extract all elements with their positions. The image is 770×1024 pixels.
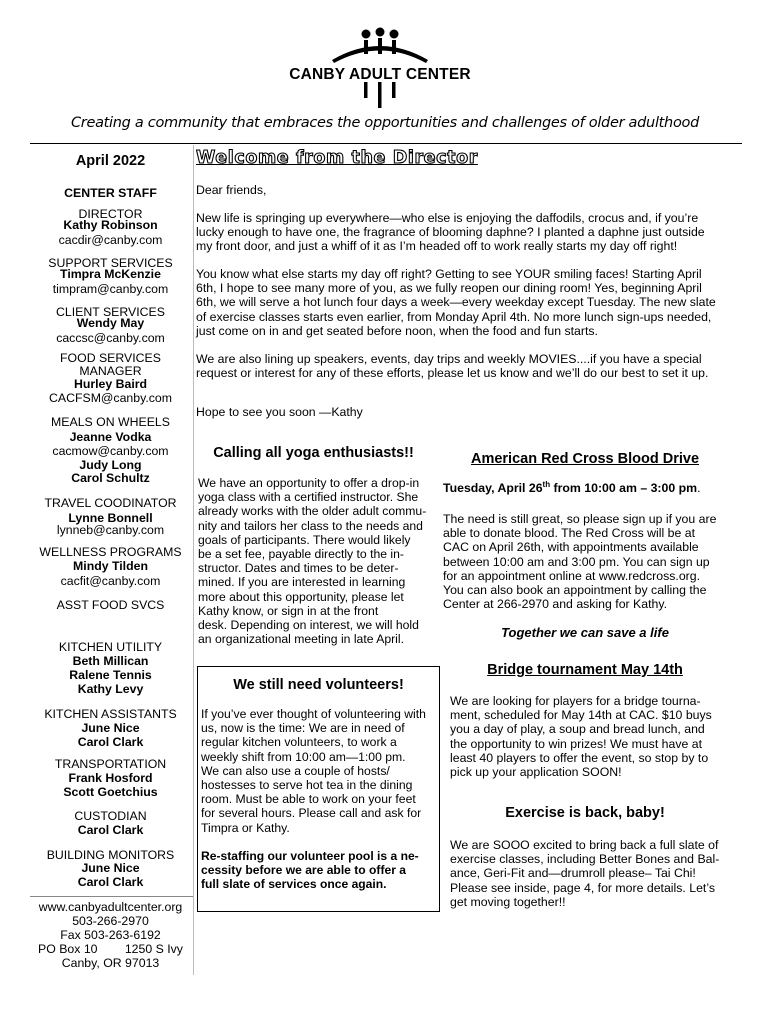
support-name: Timpra McKenzie	[60, 267, 161, 281]
blood-drive-title: American Red Cross Blood Drive	[470, 451, 700, 467]
monitors-name-1: June Nice	[81, 861, 140, 875]
client-title: CLIENT SERVICES	[56, 305, 165, 319]
text-line: least 40 players to offer the event, so stop by to	[450, 750, 709, 765]
text-line: The need is still great, so please sign up if you are	[443, 512, 717, 526]
sidebar-footer-divider	[30, 896, 193, 897]
bridge-body	[450, 694, 712, 779]
custodian-name: Carol Clark	[77, 823, 144, 837]
header-divider	[30, 143, 742, 144]
staff-sidebar	[28, 145, 193, 975]
text-line: 6th, we will serve a hot lunch four days a week—every weekday except Tuesday. The new slate	[196, 295, 716, 310]
text-line: regular kitchen volunteers, to work a	[201, 735, 397, 750]
support-title: SUPPORT SERVICES	[48, 256, 173, 270]
issue-date: April 2022	[75, 153, 146, 169]
volunteers-body	[201, 707, 426, 835]
transport-name-2: Scott Goetchius	[63, 785, 158, 799]
kitchen-title: KITCHEN UTILITY	[58, 640, 163, 654]
tagline: Creating a community that embraces the opportunities and challenges of older adulthood	[70, 115, 699, 131]
welcome-closing: Hope to see you soon —Kathy	[196, 405, 363, 419]
text-line: Timpra or Kathy.	[201, 820, 290, 835]
meals-name-1: Jeanne Vodka	[69, 430, 152, 444]
text-line: for an appointment online at www.redcross.org.	[443, 568, 701, 583]
blood-drive-date	[443, 481, 700, 495]
text-line: CAC on April 26th, with appointments available	[443, 540, 699, 555]
text-line: already works with the older adult commu-	[198, 504, 427, 519]
food-email[interactable]: CACFSM@canby.com	[49, 391, 172, 405]
text-line: structor. Dates and times to be deter-	[198, 561, 399, 576]
date-suffix: th	[542, 479, 551, 489]
meals-name-3: Carol Schultz	[71, 471, 150, 485]
welcome-title: Welcome from the Director	[196, 148, 478, 168]
text-line: Re-staffing our volunteer pool is a ne-	[201, 849, 419, 863]
text-line: 6th, I hope to see many more of you, as we fully reopen our dining room! Yes, beginning April	[196, 281, 702, 296]
text-line: room. Must be able to work on your feet	[201, 792, 416, 807]
text-line: between 10:00 am and 3:00 pm. You can sign up	[443, 554, 710, 569]
client-email[interactable]: caccsc@canby.com	[56, 331, 165, 345]
phone: 503-266-2970	[72, 914, 149, 928]
meals-title: MEALS ON WHEELS	[51, 415, 170, 429]
travel-name: Lynne Bonnell	[68, 511, 153, 525]
text-line: We are also lining up speakers, events, day trips and weekly MOVIES....if you have a special	[196, 352, 702, 366]
assistants-name-1: June Nice	[81, 721, 140, 735]
text-line: You can also book an appointment by calling the	[443, 583, 707, 598]
volunteers-note	[201, 849, 419, 892]
exercise-body	[450, 838, 719, 909]
blood-drive-tagline: Together we can save a life	[501, 625, 669, 640]
text-line: be a set fee, payable directly to the in-	[198, 547, 404, 562]
text-line: We can also use a couple of hosts/	[201, 763, 390, 778]
support-email[interactable]: timpram@canby.com	[52, 282, 169, 296]
text-line: ment, scheduled for May 14th at CAC. $10 buys	[450, 708, 712, 723]
text-line: mined. If you are interested in learning	[198, 575, 406, 590]
food-title: FOOD SERVICES	[60, 351, 161, 365]
travel-email[interactable]: lynneb@canby.com	[56, 523, 165, 537]
welcome-paragraph-1	[196, 211, 705, 254]
text-line: desk. Depending on interest, we will hold	[198, 618, 419, 633]
assistants-name-2: Carol Clark	[77, 735, 144, 749]
kitchen-name-1: Beth Millican	[72, 654, 149, 668]
wellness-title: WELLNESS PROGRAMS	[39, 545, 182, 559]
blood-drive-body	[443, 512, 716, 611]
kitchen-name-2: Ralene Tennis	[69, 668, 152, 682]
asst-food-title: ASST FOOD SVCS	[56, 598, 165, 612]
text-line: You know what else starts my day off right? Getting to see YOUR smiling faces! Starting April	[196, 267, 702, 281]
text-line: get moving together!!	[450, 894, 566, 909]
text-line: Please see inside, page 4, for more details. Let’s	[450, 880, 715, 895]
director-title: DIRECTOR	[78, 207, 143, 221]
monitors-title: BUILDING MONITORS	[46, 848, 175, 862]
director-name: Kathy Robinson	[63, 218, 158, 232]
date-period: .	[697, 481, 701, 495]
text-line: us, now is the time: We are in need of	[201, 721, 405, 736]
welcome-greeting: Dear friends,	[196, 183, 267, 197]
sidebar-divider	[193, 145, 194, 975]
travel-title: TRAVEL COODINATOR	[44, 496, 177, 510]
food-title-2: MANAGER	[79, 364, 142, 378]
text-line: goals of participants. There would likely	[198, 532, 411, 547]
custodian-title: CUSTODIAN	[74, 809, 147, 823]
text-line: able to donate blood. The Red Cross will be at	[443, 526, 696, 541]
text-line: Center at 266-2970 and asking for Kathy.	[443, 597, 667, 612]
text-line: lucky enough to have one, the fragrance of blooming daphne? I planted a daphne just outside	[196, 225, 705, 240]
text-line: for several hours. Please call and ask for	[201, 806, 422, 821]
text-line: full slate of services once again.	[201, 877, 387, 892]
org-name: CANBY ADULT CENTER	[289, 66, 471, 83]
exercise-title: Exercise is back, baby!	[505, 805, 665, 821]
assistants-title: KITCHEN ASSISTANTS	[44, 707, 177, 721]
text-line: We are looking for players for a bridge tourna-	[450, 694, 701, 708]
transport-title: TRANSPORTATION	[54, 757, 167, 771]
text-line: just come on in and get seated before noon, when the food and fun starts.	[196, 323, 598, 338]
time-text: from 10:00 am – 3:00 pm	[550, 481, 698, 495]
staff-heading: CENTER STAFF	[64, 186, 157, 200]
text-line: New life is springing up everywhere—who else is enjoying the daffodils, crocus and, if you’re	[196, 211, 699, 225]
welcome-paragraph-3	[196, 352, 708, 380]
fax: Fax 503-263-6192	[60, 928, 161, 942]
date-text: Tuesday, April 26	[443, 481, 543, 495]
text-line: of exercise classes starts even earlier, from Monday April 4th. No more lunch sign-ups needed,	[196, 309, 712, 324]
text-line: cessity before we are able to offer a	[201, 863, 407, 878]
client-name: Wendy May	[76, 316, 145, 330]
wellness-email[interactable]: cacfit@canby.com	[60, 574, 161, 588]
text-line: nity and tailors her class to the needs and	[198, 518, 423, 533]
welcome-paragraph-2	[196, 267, 716, 338]
volunteers-title: We still need volunteers!	[233, 677, 404, 693]
text-line: you a day of play, a soup and bread lunch, and	[450, 722, 705, 737]
text-line: weekly shift from 10:00 am—1:00 pm.	[201, 749, 406, 764]
wellness-name: Mindy Tilden	[73, 559, 148, 573]
text-line: an organizational meeting in late April.	[198, 632, 404, 647]
text-line: the opportunity to win prizes! We must have at	[450, 736, 702, 751]
yoga-title: Calling all yoga enthusiasts!!	[213, 445, 414, 461]
address: PO Box 10 1250 S Ivy	[38, 942, 183, 956]
meals-email[interactable]: cacmow@canby.com	[52, 444, 169, 458]
kitchen-name-3: Kathy Levy	[77, 682, 144, 696]
text-line: my front door, and just a whiff of it as I’m headed off to work really starts my day off right!	[196, 239, 678, 254]
food-name: Hurley Baird	[73, 377, 148, 391]
text-line: exercise classes, including Better Bones and Bal-	[450, 852, 720, 867]
yoga-body	[198, 476, 426, 646]
text-line: We are SOOO excited to bring back a full slate of	[450, 838, 719, 852]
monitors-name-2: Carol Clark	[77, 875, 144, 889]
transport-name-1: Frank Hosford	[68, 771, 153, 785]
text-line: ance, Geri-Fit and—drumroll please– Tai Chi!	[450, 866, 696, 881]
bridge-title: Bridge tournament May 14th	[487, 662, 683, 678]
text-line: request or interest for any of these efforts, please let us know and we’ll do our best to set it up.	[196, 366, 709, 381]
text-line: We have an opportunity to offer a drop-in	[198, 476, 420, 490]
website-link[interactable]: www.canbyadultcenter.org	[38, 900, 183, 914]
text-line: more about this opportunity, please let	[198, 589, 404, 604]
director-email[interactable]: cacdir@canby.com	[58, 233, 163, 247]
text-line: hostesses to serve hot tea in the dining	[201, 778, 413, 793]
text-line: If you’ve ever thought of volunteering with	[201, 707, 426, 721]
text-line: yoga class with a certified instructor. She	[198, 490, 419, 505]
text-line: pick up your application SOON!	[450, 765, 622, 780]
city: Canby, OR 97013	[61, 956, 160, 970]
meals-name-2: Judy Long	[79, 458, 142, 472]
text-line: Kathy know, or sign in at the front	[198, 603, 379, 618]
